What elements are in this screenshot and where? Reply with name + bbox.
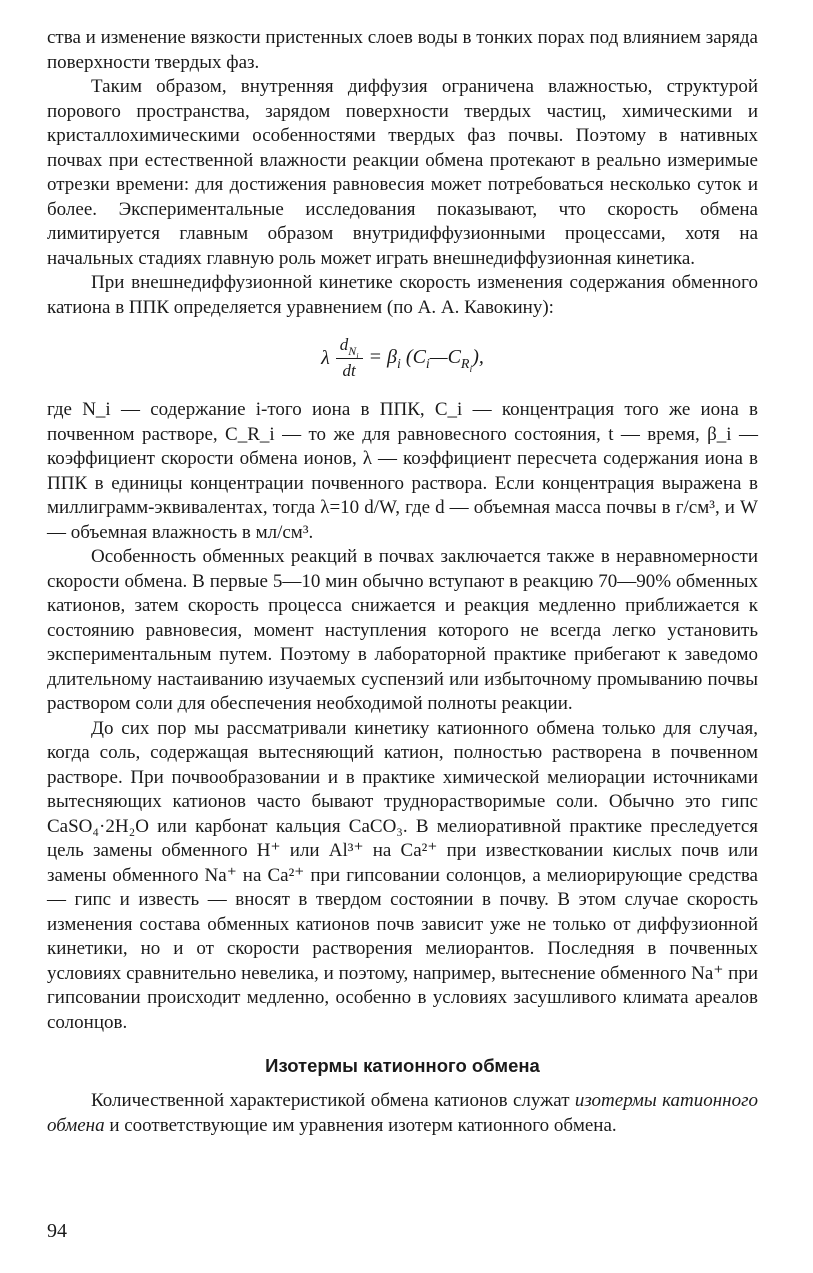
section-heading: Изотермы катионного обмена [265, 1055, 540, 1076]
paragraph-isotherms: Количественной характеристикой обмена катионов служат изотермы катионного обмена и соответствующие им уравнения изотерм катионного обмена. [47, 1090, 759, 1136]
italic-term: изотермы катионного обмена [47, 1090, 759, 1136]
paragraph-continuation: ства и изменение вязкости пристенных слоев воды в тонких порах под влиянием заряда поверхности твердых фаз. [47, 27, 758, 73]
formula-fraction [336, 335, 363, 381]
page-number: 94 [47, 1220, 67, 1242]
formula-denominator: dt [342, 360, 356, 380]
formula-numerator: $d_{N_i}$ [336, 335, 363, 359]
paragraph-formula-legend: где N_i — содержание i-того иона в ППК, C_i — концентрация того же иона в почвенном растворе, C_R_i — то же для равновесного состояния, t — время, β_i — коэффициент скорости обмена ионов, λ — коэффициент пересчета содержания иона в ППК в единицы концентрации почвенного раствора. Если концентрация выражена в миллиграмм-эквивалентах, тогда λ=10 d/W, где d — объемная масса почвы в г/см³, и W — объемная влажность в мл/см³. [47, 399, 758, 543]
formula-rhs: = $\beta_i$ $(C_i—C_{R_i})$, [368, 346, 484, 375]
paragraph-external-diffusion: При внешнедиффузионной кинетике скорость изменения содержания обменного катиона в ППК определяется уравнением (по А. А. Кавокину): [47, 272, 758, 318]
paragraph-internal-diffusion: Таким образом, внутренняя диффузия ограничена влажностью, структурой порового пространства, зарядом поверхности твердых частиц, химическими и кристаллохимическими особенностями твердых фаз почвы. Поэтому в нативных почвах при естественной влажности реакции обмена протекают в реально измеримые отрезки времени: для достижения равновесия может потребоваться несколько суток и более. Экспериментальные исследования показывают, что скорость обмена лимитируется главным образом внутридиффузионными процессами, хотя на начальных стадиях главную роль может играть внешнедиффузионная кинетика. [47, 76, 758, 269]
paragraph-sparingly-soluble-salts: До сих пор мы рассматривали кинетику катионного обмена только для случая, когда соль, содержащая вытесняющий катион, полностью растворена в почвенном растворе. При почвообразовании и в практике химической мелиорации источниками вытесняющих катионов часто бывают труднорастворимые соли. Обычно это гипс CaSO₄·2H₂O или карбонат кальция CaCO₃. В мелиоративной практике преследуется цель замены обменного H⁺ или Al³⁺ на Ca²⁺ при известковании кислых почв или замены обменного Na⁺ на Ca²⁺ при гипсовании солонцов, а мелиорирующие средства — гипс и известь — вносят в твердом состоянии в почву. В этом случае скорость изменения состава обменных катионов почв зависит уже не только от диффузионной кинетики, но и от скорости растворения мелиорантов. Последняя в почвенных условиях сравнительно невелика, и поэтому, например, вытеснение обменного Na⁺ при гипсовании происходит медленно, особенно в условиях засушливого климата ареалов солонцов. [47, 717, 758, 1033]
kinetics-equation [47, 326, 758, 390]
formula-lambda: λ [321, 346, 330, 369]
paragraph-exchange-rate: Особенность обменных реакций в почвах заключается также в неравномерности скорости обмена. В первые 5—10 мин обычно вступают в реакцию 70—90% обменных катионов, затем скорость процесса снижается и реакция медленно приближается к состоянию равновесия, момент наступления которого не всегда легко установить экспериментальным путем. Поэтому в лабораторной практике прибегают к заведомо длительному настаиванию изучаемых суспензий или избыточному промыванию почвы раствором соли для обеспечения необходимой полноты реакции. [47, 546, 758, 714]
